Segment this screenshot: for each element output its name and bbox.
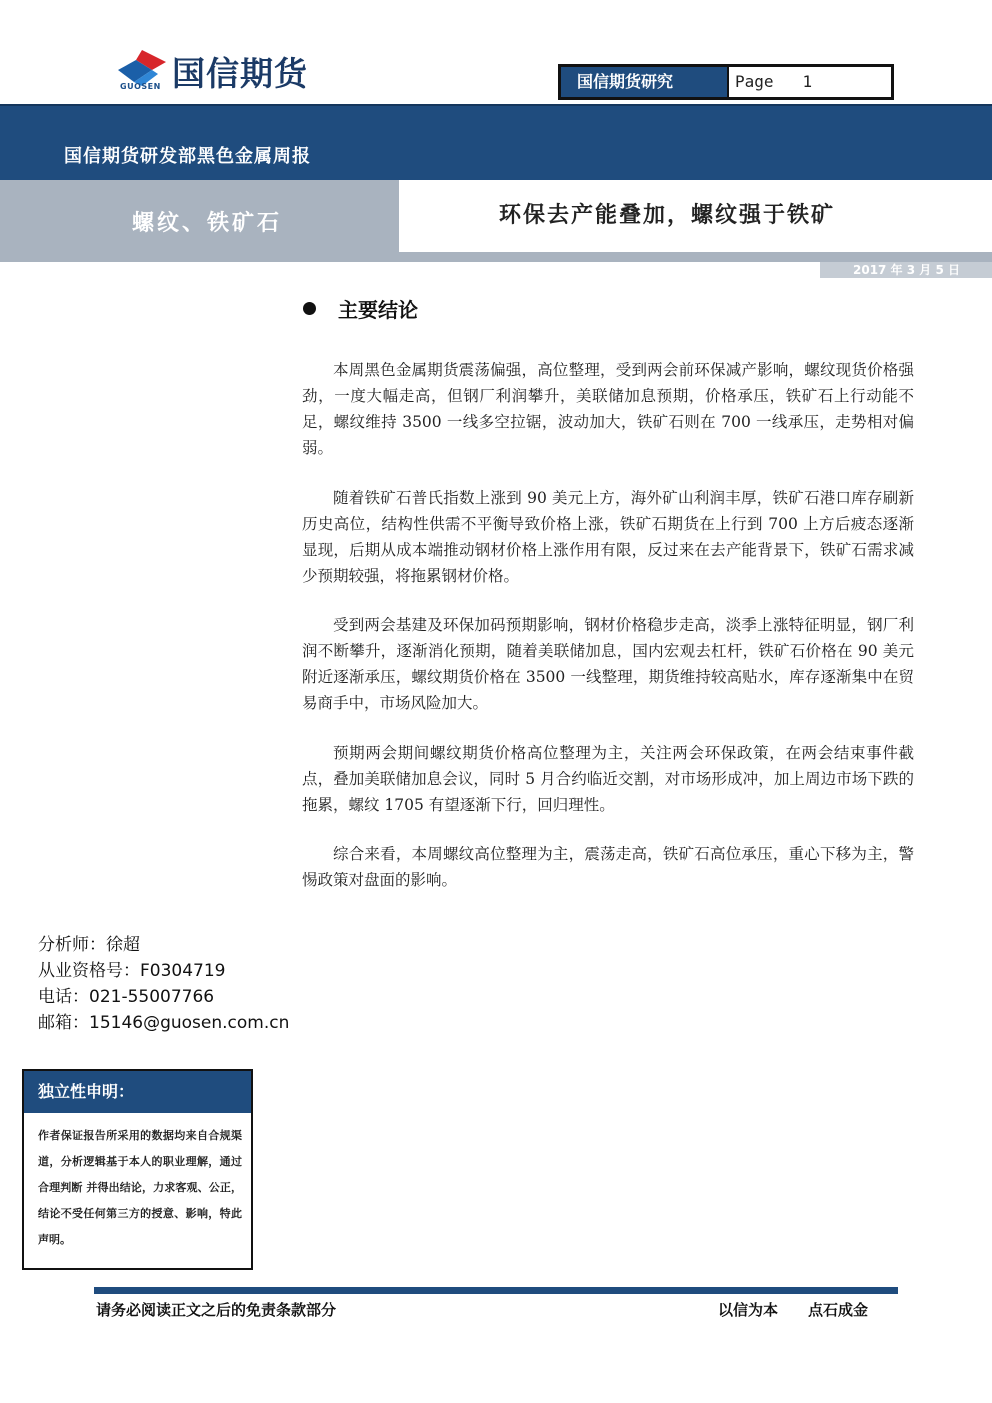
report-series-title: 国信期货研发部黑色金属周报 bbox=[64, 146, 311, 167]
category-block bbox=[0, 180, 399, 252]
page-number: 1 bbox=[802, 72, 813, 91]
date-band bbox=[820, 262, 992, 278]
section-heading bbox=[300, 294, 700, 324]
slogan-2: 点石成金 bbox=[808, 1301, 869, 1319]
section-title: 主要结论 bbox=[338, 298, 418, 322]
disclaimer-notice: 请务必阅读正文之后的免责条款部分 bbox=[96, 1301, 337, 1319]
paragraph: 随着铁矿石普氏指数上涨到 90 美元上方，海外矿山利润丰厚，铁矿石港口库存刷新历史高位，结构性供需不平衡导致价格上涨，铁矿石期货在上行到 700 上方后疲态逐渐显现，后期从成本端推动钢材价格上涨作用有限，反过来在去产能背景下，铁矿石需求减少预期较强，将拖累钢材价格。 bbox=[302, 489, 914, 585]
report-date: 2017 年 3 月 5 日 bbox=[853, 263, 960, 277]
logo-text: 国信期货 bbox=[172, 54, 308, 93]
report-header-box bbox=[558, 64, 894, 100]
headline-block bbox=[399, 180, 992, 252]
category-label: 螺纹、铁矿石 bbox=[132, 210, 283, 236]
analyst-name: 分析师：徐超 bbox=[38, 935, 140, 955]
paragraph: 本周黑色金属期货震荡偏强，高位整理，受到两会前环保减产影响，螺纹现货价格强劲，一度大幅走高，但钢厂利润攀升，美联储加息预期，价格承压，铁矿石上行动能不足，螺纹维持 3500 一线多空拉锯，波动加大，铁矿石则在 700 一线承压，走势相对偏弱。 bbox=[302, 361, 914, 457]
paragraph: 受到两会基建及环保加码预期影响，钢材价格稳步走高，淡季上涨特征明显，钢厂利润不断攀升，逐渐消化预期，随着美联储加息，国内宏观去杠杆，铁矿石价格在 90 美元附近逐渐承压，螺纹期货价格在 3500 一线整理，期货维持较高贴水，库存逐渐集中在贸易商手中，市场风险加大。 bbox=[302, 616, 914, 712]
analyst-license: 从业资格号：F0304719 bbox=[38, 961, 226, 981]
declaration-title: 独立性申明： bbox=[24, 1071, 251, 1113]
footer-slogan bbox=[718, 1299, 868, 1320]
analyst-email[interactable]: 邮箱：15146@guosen.com.cn bbox=[38, 1013, 290, 1033]
report-headline: 环保去产能叠加，螺纹强于铁矿 bbox=[499, 202, 836, 228]
research-label: 国信期货研究 bbox=[561, 67, 727, 97]
bullet-icon bbox=[303, 302, 316, 315]
logo-subtext: GUOSEN bbox=[120, 82, 161, 91]
paragraph: 综合来看，本周螺纹高位整理为主，震荡走高，铁矿石高位承压，重心下移为主，警惕政策对盘面的影响。 bbox=[302, 845, 914, 889]
paragraph: 预期两会期间螺纹期货价格高位整理为主，关注两会环保政策，在两会结束事件截点，叠加美联储加息会议，同时 5 月合约临近交割，对市场形成冲，加上周边市场下跌的拖累，螺纹 1705 有望逐渐下行，回归理性。 bbox=[302, 744, 914, 814]
independence-declaration bbox=[22, 1069, 253, 1270]
declaration-body: 作者保证报告所采用的数据均来自合规渠道，分析逻辑基于本人的职业理解，通过合理判断 并得出结论，力求客观、公正，结论不受任何第三方的授意、影响，特此声明。 bbox=[38, 1129, 242, 1246]
footer-divider bbox=[94, 1287, 898, 1294]
page-indicator bbox=[727, 67, 891, 97]
analyst-info bbox=[38, 932, 338, 1036]
divider-band bbox=[0, 252, 992, 262]
analyst-phone: 电话：021-55007766 bbox=[38, 987, 215, 1007]
slogan-1: 以信为本 bbox=[718, 1301, 779, 1319]
company-logo bbox=[116, 46, 356, 94]
page-label: Page bbox=[735, 72, 774, 91]
report-banner bbox=[0, 104, 992, 180]
